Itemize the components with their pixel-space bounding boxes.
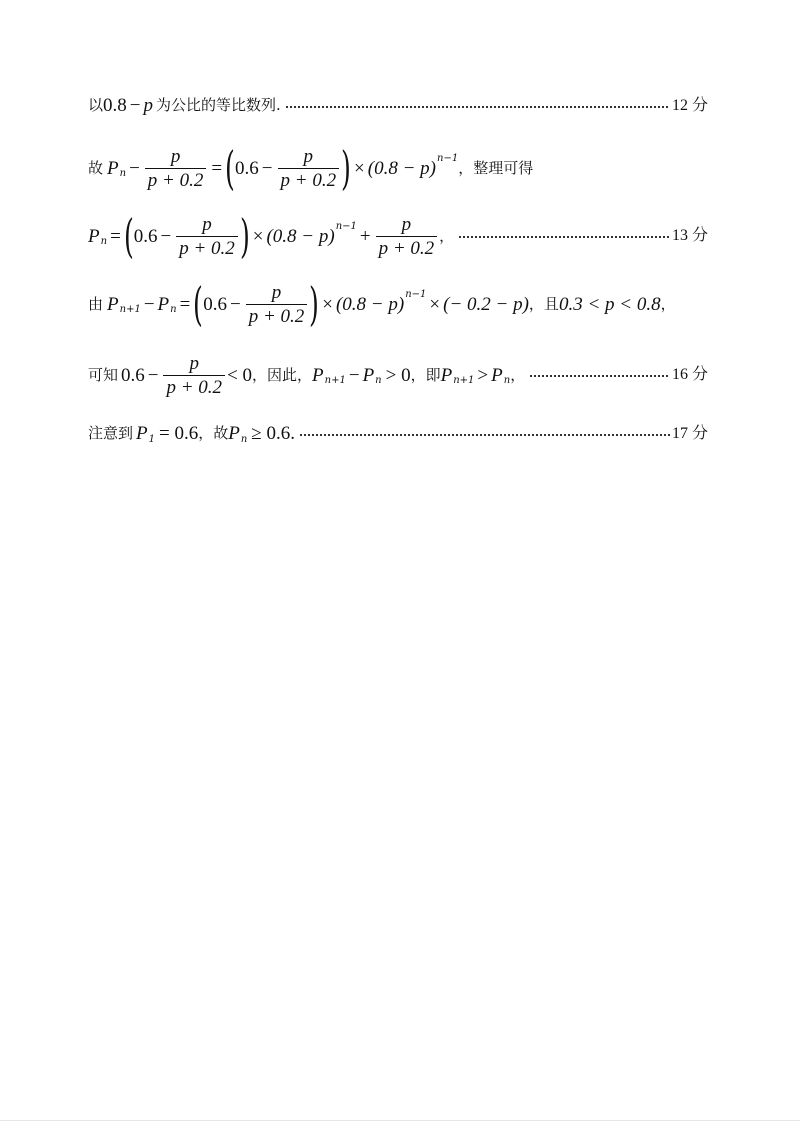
text: ，即 [410,365,441,384]
subscript: n+1 [119,304,141,315]
text: ，整理可得 [458,158,534,177]
text: 可知 [88,365,119,384]
math-expression: (0.8 − p) [367,157,436,179]
subscript: n [375,375,382,386]
solution-line-6 [88,424,708,443]
fraction [278,147,340,190]
fraction [145,147,207,190]
fraction-numerator: p [170,145,181,167]
math-operator: × [322,293,333,315]
subscript: n [503,375,511,386]
math-operator: − [129,95,141,116]
fraction-denominator: p + 0.2 [176,236,238,258]
solution-line-3 [88,208,708,264]
fraction [163,354,225,397]
score-label: 13 分 [671,227,708,244]
math-operator: − [348,364,360,386]
math-expression: > 0 [385,364,411,386]
math-variable: P [136,423,148,444]
score-label: 17 分 [671,424,708,442]
math-operator: × [252,225,264,247]
fraction-numerator: p [189,352,200,374]
math-operator: = [110,225,121,247]
left-paren: ( [225,141,236,195]
math-variable: P [107,293,119,315]
math-operator: = [211,157,223,179]
subscript: n [119,168,127,179]
math-expression: 0.3 < p < 0.8 [558,293,661,315]
subscript: n [240,433,248,445]
fraction-denominator: p + 0.2 [278,168,340,190]
math-value: 0.8 [103,95,127,116]
score-label: 16 分 [671,366,708,383]
subscript: n [100,236,108,247]
math-value: 0.6 [203,293,228,315]
subscript: 1 [148,433,155,445]
dotted-leader [299,430,670,440]
math-variable: P [157,293,170,315]
text: ， [660,294,676,313]
math-operator: − [143,293,155,315]
right-paren: ) [239,209,250,263]
math-value: 0.6 [133,225,158,247]
math-operator: − [230,293,241,315]
text: 以 [88,96,104,114]
fraction [176,215,238,258]
math-value: 0.6 [235,157,259,179]
text: ， [439,226,455,245]
dotted-leader [285,102,670,112]
math-variable: P [88,225,100,247]
fraction-denominator: p + 0.2 [376,236,438,258]
subscript: n [170,304,177,315]
fraction-numerator: p [401,213,412,235]
superscript: n−1 [437,153,459,164]
text: 故 [88,158,104,177]
fraction [376,215,438,258]
dotted-leader [529,371,670,381]
math-expression: < 0 [227,364,253,386]
fraction-denominator: p + 0.2 [246,304,308,326]
math-expression: (0.8 − p) [335,293,405,315]
math-operator: × [354,157,365,179]
solution-line-4 [88,276,708,332]
math-variable: P [107,157,119,179]
math-operator: × [429,293,441,315]
math-operator: > [477,364,489,386]
math-operator: + [359,225,371,247]
solution-line-5 [88,347,708,403]
math-expression: = 0.6 [159,423,199,444]
text: ， [510,365,526,384]
math-variable: P [362,364,375,386]
fraction-numerator: p [271,281,282,303]
fraction-numerator: p [303,145,314,167]
superscript: n−1 [335,221,357,232]
math-variable: P [491,364,503,386]
math-operator: = [179,293,191,315]
text: ，故 [198,424,229,442]
solution-line-2 [88,140,708,196]
left-paren: ( [193,277,204,331]
dotted-leader [458,232,670,242]
math-variable: P [228,423,240,444]
text: ，且 [528,294,559,313]
math-operator: − [129,157,140,179]
math-operator: − [160,225,172,247]
fraction-numerator: p [202,213,212,235]
math-expression: ≥ 0.6 [251,423,291,444]
fraction-denominator: p + 0.2 [163,375,225,397]
math-operator: − [261,157,273,179]
text: ，因此， [252,365,313,384]
fraction-denominator: p + 0.2 [145,168,207,190]
math-expression: (− 0.2 − p) [443,293,529,315]
text: 注意到 [88,424,134,442]
text: 由 [88,294,104,313]
text: 为公比的等比数列. [155,96,281,114]
math-operator: − [147,364,159,386]
right-paren: ) [309,277,320,331]
math-value: 0.6 [121,364,145,386]
text: . [290,423,295,444]
left-paren: ( [123,209,134,263]
math-expression: (0.8 − p) [266,225,335,247]
math-variable: P [440,364,453,386]
score-label: 12 分 [671,96,708,114]
solution-line-1 [88,96,708,115]
math-variable: P [312,364,324,386]
right-paren: ) [341,141,352,195]
fraction [246,283,308,326]
scan-edge-line [0,1120,800,1121]
math-variable: p [143,95,153,116]
subscript: n+1 [324,375,346,386]
subscript: n+1 [453,375,475,386]
superscript: n−1 [405,289,427,300]
